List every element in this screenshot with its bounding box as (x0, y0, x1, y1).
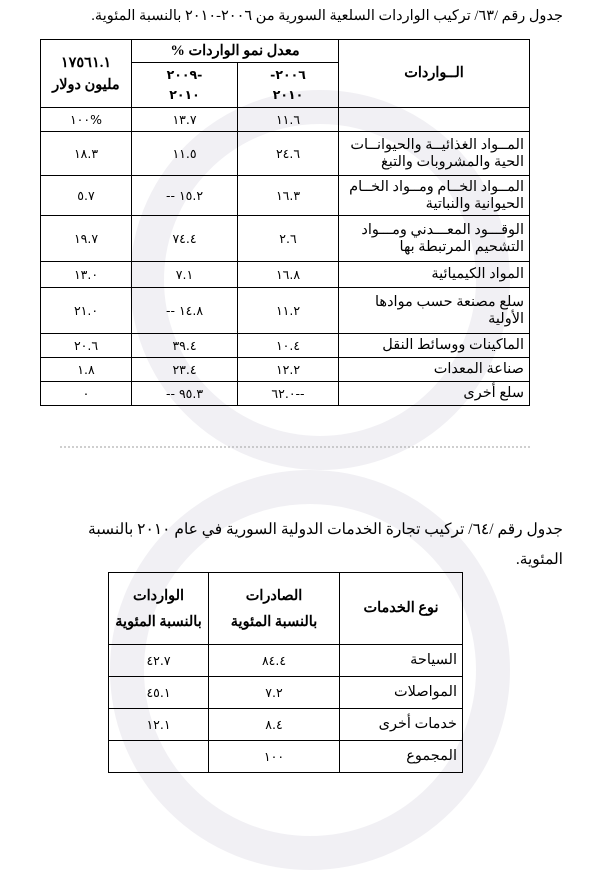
cell-exports: ٨٤.٤ (209, 645, 340, 677)
cell-category: المواد الكيميائية (339, 262, 530, 288)
table-row (41, 358, 530, 382)
cell-p1: ٢.٦ (238, 216, 339, 262)
cell-category: سلع مصنعة حسب موادها الأولية (339, 288, 530, 334)
cell-share: ٢١.٠ (41, 288, 132, 334)
cell-exports: ٨.٤ (209, 709, 340, 741)
cell-p1: ١٠.٤ (238, 334, 339, 358)
header-imports-category: الــواردات (339, 40, 530, 108)
cell-category: الماكينات ووسائط النقل (339, 334, 530, 358)
source-note-line (60, 446, 530, 454)
header-total-unit: مليون دولار (52, 76, 120, 93)
cell-category: المواصلات (340, 677, 463, 709)
cell-p1: ١١.٦ (238, 108, 339, 132)
header-total-value: ١٧٥٦١.١ (60, 54, 112, 71)
cell-imports (109, 741, 209, 773)
table-row (41, 262, 530, 288)
table-row (41, 176, 530, 216)
cell-imports: ٤٥.١ (109, 677, 209, 709)
header-service-type: نوع الخدمات (340, 573, 463, 645)
cell-share: ١٩.٧ (41, 216, 132, 262)
cell-category: خدمات أخرى (340, 709, 463, 741)
cell-p1: --٦٢.٠ (238, 382, 339, 406)
header-period-2009-2010: -٢٠٠٩ ٢٠١٠ (132, 63, 238, 108)
cell-p2: ٩٥.٣ -- (132, 382, 238, 406)
cell-category: الوقـــود المعـــدني ومـــواد التشحيم المرتبطة بها (339, 216, 530, 262)
table-row (41, 334, 530, 358)
cell-p2: ١١.٥ (132, 132, 238, 176)
cell-category: السياحة (340, 645, 463, 677)
cell-share: ٢٠.٦ (41, 334, 132, 358)
row-totals-blank (339, 108, 530, 132)
table-row (109, 645, 463, 677)
cell-share: ١.٨ (41, 358, 132, 382)
cell-p2: ١٤.٨ -- (132, 288, 238, 334)
header-exports: الصادرات بالنسبة المئوية (209, 573, 340, 645)
header-period-2006-2010: ٢٠٠٦- ٢٠١٠ (238, 63, 339, 108)
header-growth-rate: معدل نمو الواردات % (132, 40, 339, 63)
cell-p1: ١١.٢ (238, 288, 339, 334)
table-row (41, 216, 530, 262)
cell-p1: ١٢.٢ (238, 358, 339, 382)
cell-p2: ٧.١ (132, 262, 238, 288)
cell-category: سلع أخرى (339, 382, 530, 406)
cell-p2: ٣٩.٤ (132, 334, 238, 358)
table-row-totals (41, 108, 530, 132)
cell-imports: ١٢.١ (109, 709, 209, 741)
cell-category: المجموع (340, 741, 463, 773)
header-imports: الواردات بالنسبة المئوية (109, 573, 209, 645)
cell-share: %١٠٠ (41, 108, 132, 132)
table-63-caption: جدول رقم /٦٣/ تركيب الواردات السلعية السورية من ٢٠٠٦-٢٠١٠ بالنسبة المئوية. (91, 8, 563, 24)
table-row (109, 677, 463, 709)
table-63-goods-imports (40, 39, 530, 406)
table-row (41, 288, 530, 334)
cell-p2: ١٣.٧ (132, 108, 238, 132)
cell-p2: ٢٣.٤ (132, 358, 238, 382)
cell-p1: ١٦.٨ (238, 262, 339, 288)
cell-p2: ٧٤.٤ (132, 216, 238, 262)
cell-category: صناعة المعدات (339, 358, 530, 382)
cell-share: ١٣.٠ (41, 262, 132, 288)
table-row (109, 709, 463, 741)
table-row (41, 382, 530, 406)
cell-p2: ١٥.٢ -- (132, 176, 238, 216)
cell-exports: ١٠٠ (209, 741, 340, 773)
cell-category: المــواد الغذائيــة والحيوانــات الحية والمشروبات والتبغ (339, 132, 530, 176)
table-64-services-trade (108, 572, 463, 773)
cell-p1: ٢٤.٦ (238, 132, 339, 176)
cell-share: ٥.٧ (41, 176, 132, 216)
header-total-imports (41, 40, 132, 108)
table-row (109, 741, 463, 773)
table-row (41, 132, 530, 176)
cell-category: المــواد الخــام ومــواد الخــام الحيوانية والنباتية (339, 176, 530, 216)
cell-share: ٠ (41, 382, 132, 406)
cell-exports: ٧.٢ (209, 677, 340, 709)
cell-share: ١٨.٣ (41, 132, 132, 176)
table-64-caption: جدول رقم /٦٤/ تركيب تجارة الخدمات الدولية السورية في عام ٢٠١٠ بالنسبة المئوية. (88, 521, 563, 568)
cell-imports: ٤٢.٧ (109, 645, 209, 677)
cell-p1: ١٦.٣ (238, 176, 339, 216)
